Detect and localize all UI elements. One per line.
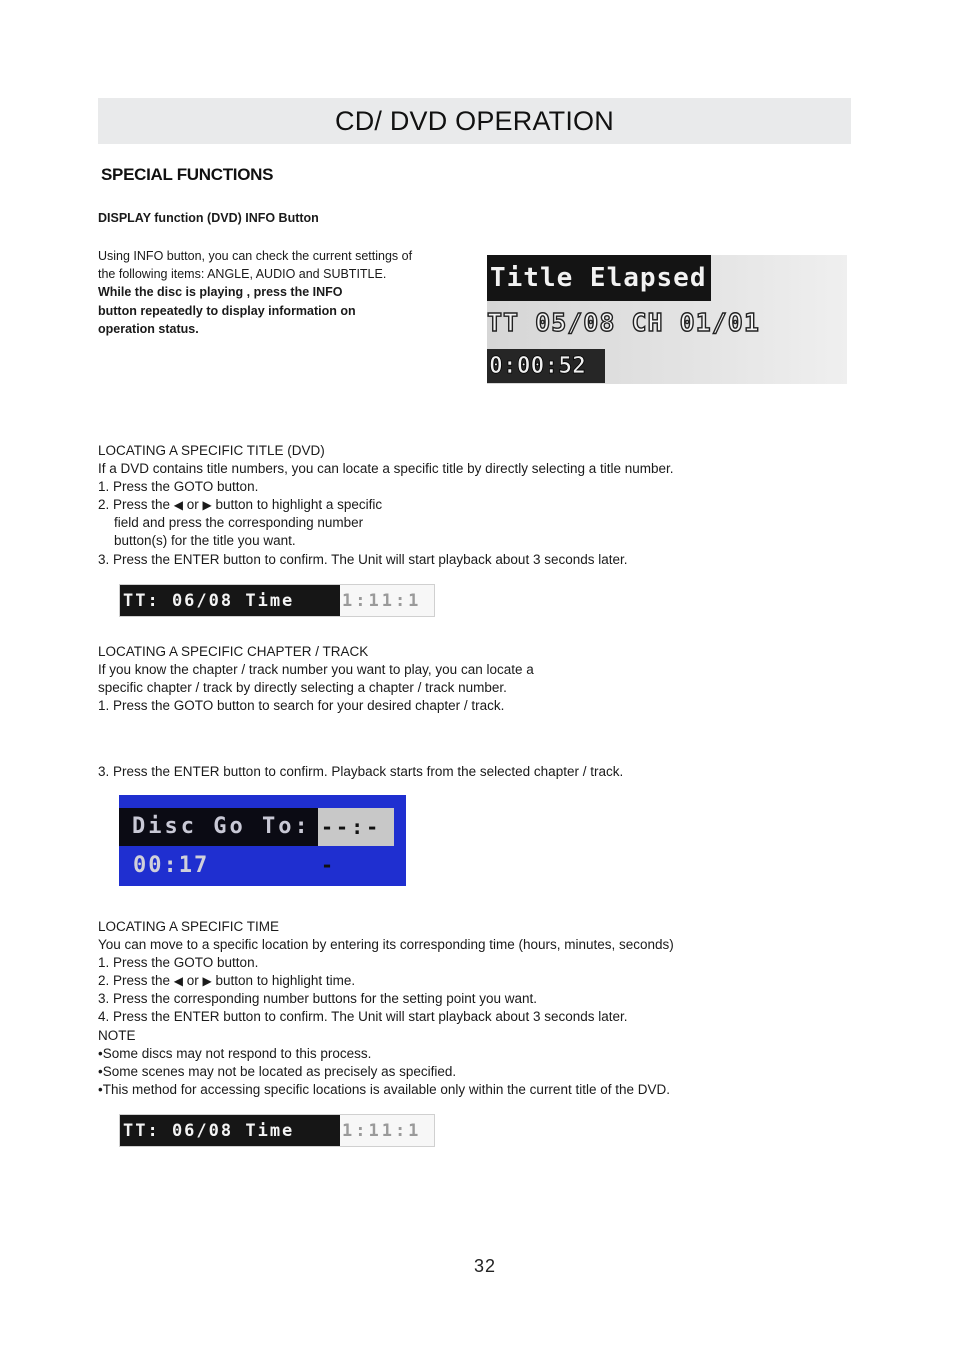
osd-time-label: TT: 06/08 Time (120, 1115, 340, 1147)
locate-time-section (98, 918, 674, 1099)
osd-disc-goto-label: Disc Go To: (119, 808, 318, 846)
osd-disc-time: 00:17 (133, 853, 210, 878)
locate-title-step-2-cont: field and press the corresponding number (114, 515, 364, 531)
intro-bold-line: operation status. (98, 321, 199, 336)
locate-title-step-3: 3. Press the ENTER button to confirm. The Unit will start playback about 3 seconds later. (98, 551, 628, 567)
intro-bold-line: button repeatedly to display information on (98, 303, 356, 318)
osd-info-elapsed-time: 0:00:52 (487, 349, 605, 383)
note-item: •Some scenes may not be located as precisely as specified. (98, 1063, 457, 1079)
display-function-subhead: DISPLAY function (DVD) INFO Button (98, 211, 319, 225)
locate-time-step-3: 3. Press the corresponding number buttons for the setting point you want. (98, 991, 538, 1007)
intro-bold-line: While the disc is playing , press the INFO (98, 285, 343, 300)
locate-chapter-intro: If you know the chapter / track number you want to play, you can locate a (98, 662, 534, 678)
right-arrow-icon: ▶ (202, 974, 212, 989)
right-arrow-icon: ▶ (202, 498, 212, 513)
note-item: •Some discs may not respond to this process. (98, 1045, 372, 1061)
step-text: or (183, 973, 203, 989)
locate-title-heading: LOCATING A SPECIFIC TITLE (DVD) (98, 443, 325, 458)
locate-time-intro: You can move to a specific location by entering its corresponding time (hours, minutes, seconds) (98, 937, 674, 953)
section-title: SPECIAL FUNCTIONS (101, 165, 274, 184)
note-heading: NOTE (98, 1027, 136, 1043)
intro-line: Using INFO button, you can check the current settings of (98, 249, 413, 263)
page-header-bar (98, 98, 851, 144)
locate-title-step-1: 1. Press the GOTO button. (98, 479, 259, 495)
step-text: button to highlight time. (211, 973, 356, 989)
osd-disc-goto-field: --:-- (318, 808, 394, 846)
locate-time-step-4: 4. Press the ENTER button to confirm. The Unit will start playback about 3 seconds later. (98, 1009, 628, 1025)
osd-info-title-chapter: TT 05/08 CH 01/01 (487, 308, 760, 337)
locate-time-heading: LOCATING A SPECIFIC TIME (98, 919, 280, 934)
osd-time-bar (119, 1114, 435, 1147)
locate-title-step-2-cont: button(s) for the title you want. (114, 533, 296, 549)
osd-time-bar (119, 584, 435, 617)
locate-chapter-section (98, 643, 534, 715)
left-arrow-icon: ◀ (173, 974, 184, 989)
page-title: CD/ DVD OPERATION (335, 105, 614, 136)
step-text: 2. Press the (98, 973, 174, 989)
osd-time-value: 1:11:1 (342, 591, 422, 611)
osd-time-label: TT: 06/08 Time (120, 585, 340, 617)
locate-chapter-step-1: 1. Press the GOTO button to search for your desired chapter / track. (98, 698, 505, 714)
step-text: or (183, 497, 203, 513)
locate-time-step-1: 1. Press the GOTO button. (98, 955, 259, 971)
step-text: button to highlight a specific (211, 497, 383, 513)
osd-disc-goto-screen (119, 795, 406, 886)
locate-chapter-intro: specific chapter / track by directly selecting a chapter / track number. (98, 680, 507, 696)
osd-time-value: 1:11:1 (342, 1121, 422, 1141)
step-text: 2. Press the (98, 497, 174, 513)
locate-chapter-step-3: 3. Press the ENTER button to confirm. Playback starts from the selected chapter / track. (98, 764, 624, 779)
display-function-intro (98, 247, 468, 338)
locate-title-intro: If a DVD contains title numbers, you can locate a specific title by directly selecting a title number. (98, 461, 674, 477)
page-number: 32 (473, 1256, 497, 1276)
intro-line: the following items: ANGLE, AUDIO and SUBTITLE. (98, 267, 387, 282)
osd-info-screen (487, 255, 847, 384)
locate-title-step-2 (98, 496, 674, 514)
locate-chapter-heading: LOCATING A SPECIFIC CHAPTER / TRACK (98, 644, 369, 659)
left-arrow-icon: ◀ (173, 498, 184, 513)
note-item: •This method for accessing specific locations is available only within the current title of the DVD. (98, 1081, 670, 1097)
osd-info-title-elapsed: Title Elapsed (487, 255, 711, 301)
locate-title-section (98, 442, 674, 569)
locate-time-step-2 (98, 972, 674, 990)
